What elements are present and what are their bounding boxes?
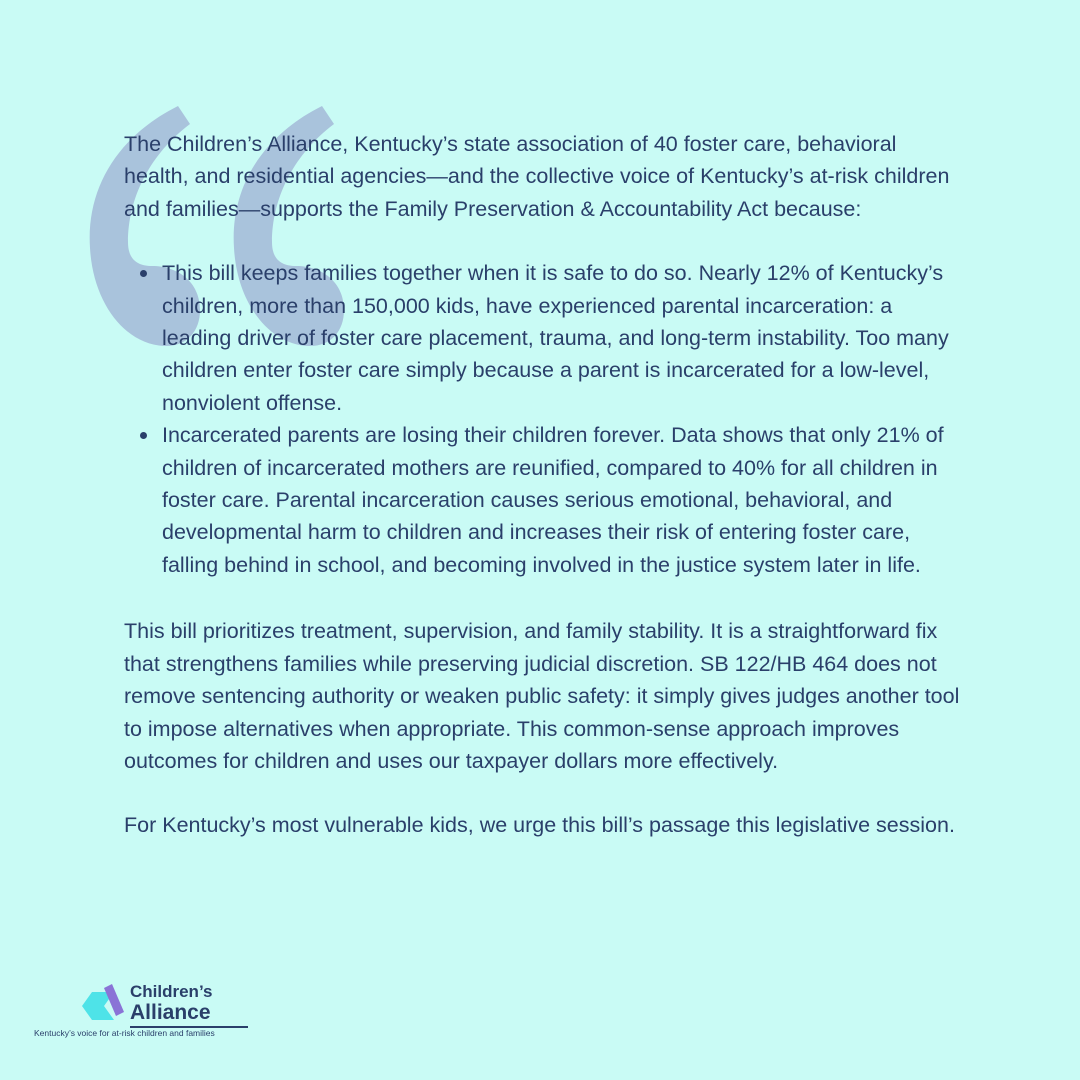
logo-name: [130, 982, 213, 1024]
logo-name-line2: Alliance: [130, 1001, 211, 1024]
closing-paragraph: For Kentucky’s most vulnerable kids, we urge this bill’s passage this legislative session.: [124, 813, 955, 838]
body-paragraph: This bill prioritizes treatment, supervision, and family stability. It is a straightforward fix that strengthens families while preserving judicial discretion. SB 122/HB 464 does not remove sentencing authority or weaken public safety: it simply gives judges another tool to impose alternatives when appropriate. This common-sense approach improves outcomes for children and uses our taxpayer dollars more effectively.: [124, 619, 960, 773]
intro-paragraph: The Children’s Alliance, Kentucky’s state association of 40 foster care, behavioral health, and residential agencies—and the collective voice of Kentucky’s at-risk children and families—supports the Family Preservation & Accountability Act because:: [124, 132, 950, 221]
logo-mark-icon: [80, 982, 126, 1026]
list-item: Incarcerated parents are losing their children forever. Data shows that only 21% of children of incarcerated mothers are reunified, compared to 40% for all children in foster care. Parental incarceration causes serious emotional, behavioral, and developmental harm to children and increases their risk of entering foster care, falling behind in school, and becoming involved in the justice system later in life.: [162, 419, 964, 581]
statement: [124, 128, 964, 842]
logo-name-line1: Children’s: [130, 982, 213, 1001]
reasons-list: [124, 257, 964, 581]
childrens-alliance-logo: [34, 980, 274, 1044]
logo-tagline: Kentucky’s voice for at-risk children and families: [34, 1028, 215, 1038]
list-item: This bill keeps families together when it is safe to do so. Nearly 12% of Kentucky’s children, more than 150,000 kids, have experienced parental incarceration: a leading driver of foster care placement, trauma, and long-term instability. Too many children enter foster care simply because a parent is incarcerated for a low-level, nonviolent offense.: [162, 257, 964, 419]
